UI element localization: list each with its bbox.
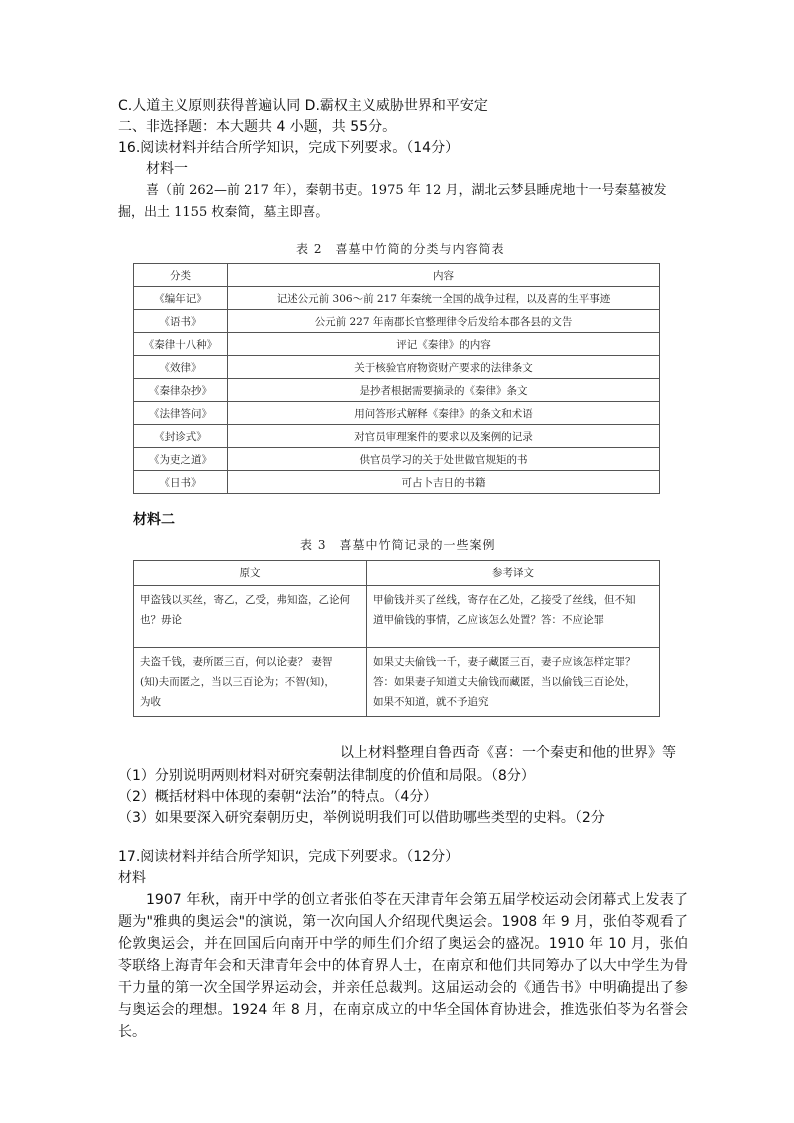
- table-row: [134, 287, 660, 310]
- table-cell-category: 《语书》: [134, 310, 228, 333]
- table-cell-content: 关于核验官府物资财产要求的法律条文: [228, 356, 660, 379]
- material-1-line-2: 掘，出土 1155 枚秦简，墓主即喜。: [118, 205, 329, 220]
- table-row: [134, 586, 660, 648]
- table-cell-translation: [367, 586, 660, 648]
- source-citation: 以上材料整理自鲁西奇《喜：一个秦吏和他的世界》等: [340, 745, 676, 761]
- table-row: [134, 310, 660, 333]
- table-cell-category: 《秦律杂抄》: [134, 379, 228, 402]
- text-line: 如果丈夫偷钱一千，妻子藏匿三百，妻子应该怎样定罪？: [373, 656, 636, 668]
- material-paragraph: 1907 年秋，南开中学的创立者张伯苓在天津青年会第五届学校运动会闭幕式上发表了题为"雅典的奥运会"的演说，第一次向国人介绍现代奥运会。1908 年 9 月，张伯苓观看了伦敦奥运会，并在回国后向南开中学的师生们介绍了奥运会的盛况。1910 年 10 月，张伯苓联络上海青年会和天津青年会中的体育界人士，在南京和他们共同筹办了以大中学生为骨干力量的第一次全国学界运动会，并亲任总裁判。这届运动会的《通告书》中明确提出了参与奥运会的理想。1924 年 8 月，在南京成立的中华全国体育协进会，推选张伯苓为名誉会长。: [118, 892, 688, 1040]
- table-3-caption: 表 3 喜墓中竹简记录的一些案例: [300, 538, 496, 552]
- table-cell-original: [134, 648, 367, 717]
- table-cell-content: 公元前 227 年南郡长官整理律令后发给本郡各县的文告: [228, 310, 660, 333]
- table-cell-original: [134, 586, 367, 648]
- question-16-2: （2）概括材料中体现的秦朝“法治”的特点。（4分）: [118, 789, 438, 805]
- text-line: (知)夫而匿之，当以三百论为；不智(知)，: [140, 676, 335, 688]
- text-line: 夫盗千钱，妻所匿三百，何以论妻？ 妻智: [140, 656, 333, 668]
- table-cell-content: 是抄者根据需要摘录的《秦律》条文: [228, 379, 660, 402]
- question-16-3: （3）如果要深入研究秦朝历史，举例说明我们可以借助哪些类型的史料。（2分: [118, 810, 605, 826]
- table-cell-content: 可占卜吉日的书籍: [228, 471, 660, 494]
- table-header: 分类: [134, 264, 228, 287]
- option-cd-line: C.人道主义原则获得普遍认同 D.霸权主义威胁世界和平安定: [118, 98, 488, 114]
- table-cell-content: 用问答形式解释《秦律》的条文和术语: [228, 402, 660, 425]
- table-row: [134, 425, 660, 448]
- table-3: [133, 560, 660, 717]
- table-header: 参考译文: [367, 561, 660, 586]
- table-row: [134, 448, 660, 471]
- table-cell-category: 《为吏之道》: [134, 448, 228, 471]
- table-row: [134, 471, 660, 494]
- table-cell-category: 《秦律十八种》: [134, 333, 228, 356]
- material-1-label: 材料一: [146, 161, 188, 177]
- text-line: 为收: [140, 696, 161, 708]
- table-header: 内容: [228, 264, 660, 287]
- text-line: 道甲偷钱的事情，乙应该怎么处置？答：不应论罪: [373, 614, 604, 626]
- table-row: [134, 333, 660, 356]
- table-cell-content: 供官员学习的关于处世做官规矩的书: [228, 448, 660, 471]
- table-row: [134, 561, 660, 586]
- table-2-caption: 表 2 喜墓中竹简的分类与内容简表: [296, 242, 505, 256]
- table-row: [134, 264, 660, 287]
- table-row: [134, 402, 660, 425]
- table-cell-category: 《日书》: [134, 471, 228, 494]
- text-line: 也？毋论: [140, 614, 182, 626]
- text-line: 如果不知道，就不予追究: [373, 696, 489, 708]
- material-2-label: 材料二: [133, 512, 175, 528]
- table-cell-translation: [367, 648, 660, 717]
- text-line: 答：如果妻子知道丈夫偷钱而藏匿，当以偷钱三百论处，: [373, 676, 636, 688]
- section-two-heading: 二、非选择题：本大题共 4 小题，共 55分。: [118, 119, 397, 135]
- table-cell-category: 《效律》: [134, 356, 228, 379]
- table-2: [133, 263, 660, 494]
- table-cell-content: 对官员审理案件的要求以及案例的记录: [228, 425, 660, 448]
- table-header: 原文: [134, 561, 367, 586]
- table-row: [134, 379, 660, 402]
- table-cell-content: 评记《秦律》的内容: [228, 333, 660, 356]
- material-label: 材料: [118, 870, 146, 886]
- table-cell-content: 记述公元前 306～前 217 年秦统一全国的战争过程，以及喜的生平事迹: [228, 287, 660, 310]
- table-row: [134, 648, 660, 717]
- text-line: 甲盗钱以买丝，寄乙，乙受，弗知盗，乙论何: [140, 594, 350, 606]
- question-16-title: 16.阅读材料并结合所学知识，完成下列要求。（14分）: [118, 140, 460, 156]
- question-16-1: （1）分别说明两则材料对研究秦朝法律制度的价值和局限。（8分）: [118, 768, 535, 784]
- table-cell-category: 《法律答问》: [134, 402, 228, 425]
- table-cell-category: 《封诊式》: [134, 425, 228, 448]
- material-1-line-1: 喜（前 262—前 217 年），秦朝书吏。1975 年 12 月，湖北云梦县睡虎地十一号秦墓被发: [146, 183, 667, 198]
- table-row: [134, 356, 660, 379]
- table-cell-category: 《编年记》: [134, 287, 228, 310]
- question-17-title: 17.阅读材料并结合所学知识，完成下列要求。（12分）: [118, 849, 460, 865]
- text-line: 甲偷钱并买了丝线，寄存在乙处，乙接受了丝线，但不知: [373, 594, 636, 606]
